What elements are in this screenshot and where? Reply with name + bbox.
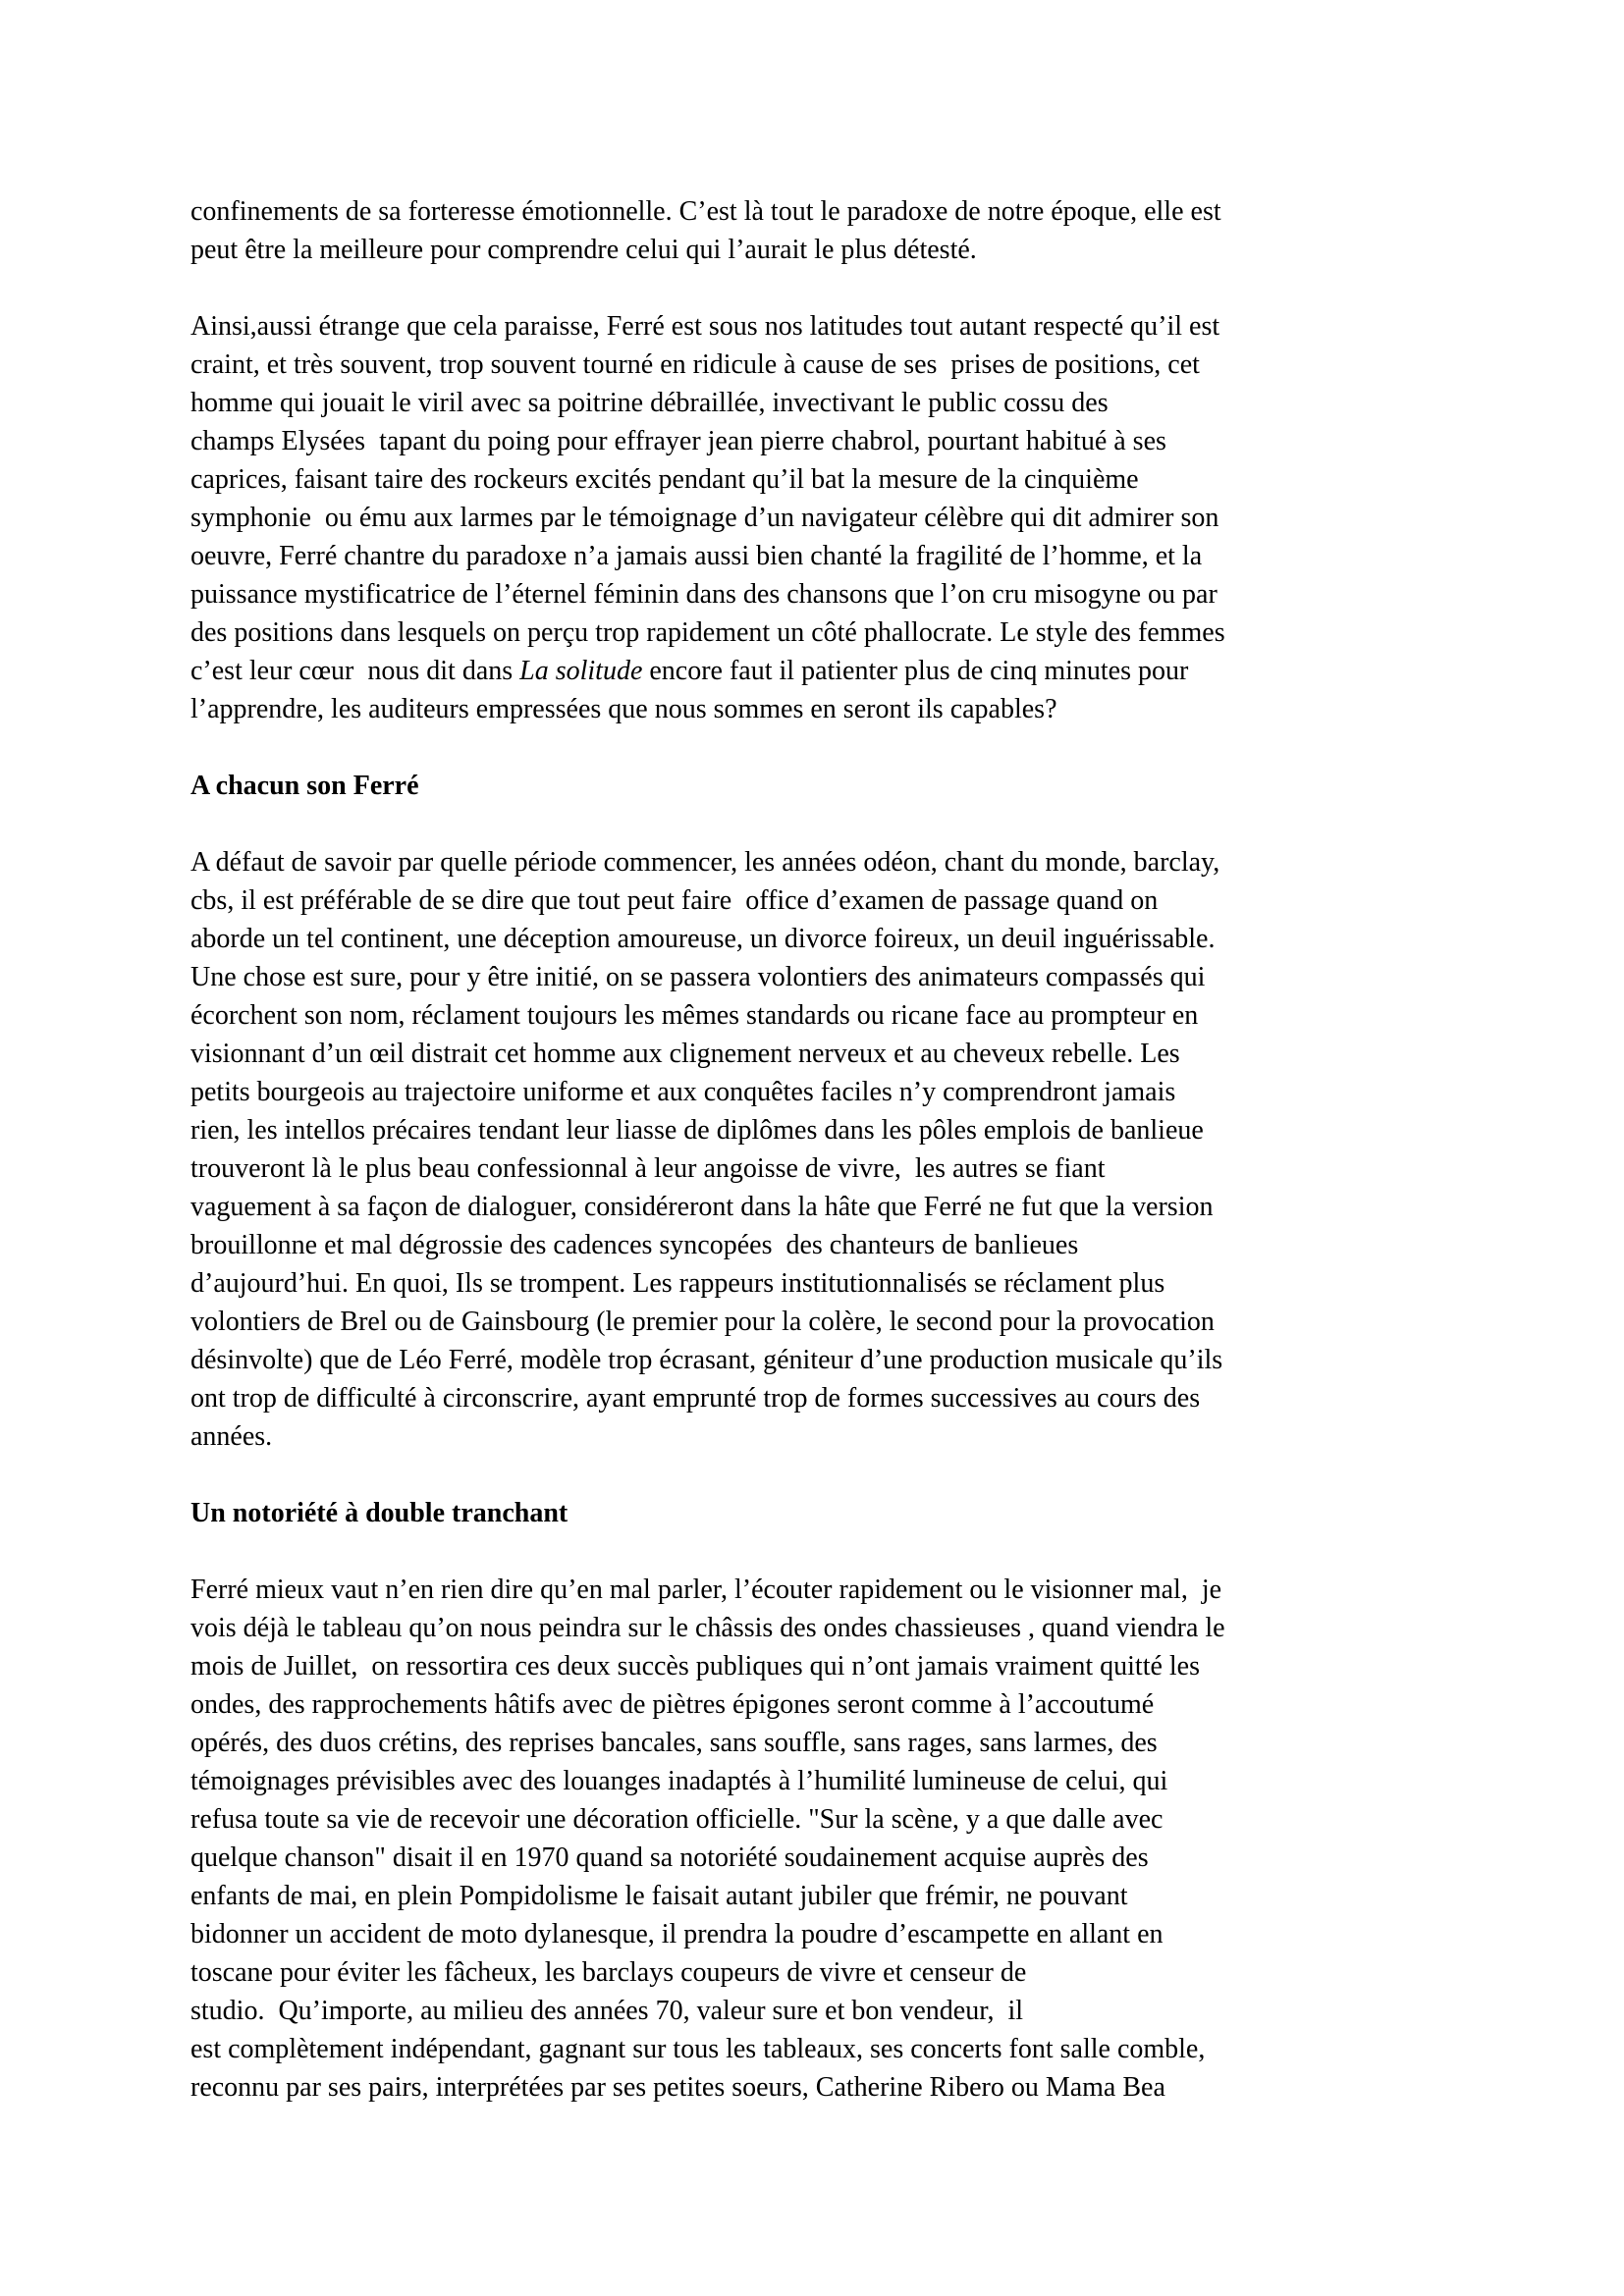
text-line: cbs, il est préférable de se dire que tout peut faire office d’examen de passage quand on: [190, 885, 1159, 916]
text-line: craint, et très souvent, trop souvent tourné en ridicule à cause de ses prises de positions, cet: [190, 349, 1200, 380]
paragraph-initiation: [190, 843, 1467, 1456]
text-line: A défaut de savoir par quelle période commencer, les années odéon, chant du monde, barclay,: [190, 847, 1220, 878]
text-line: c’est leur cœur nous dit dans La solitude encore faut il patienter plus de cinq minutes pour: [190, 656, 1189, 686]
text-line: des positions dans lesquels on perçu trop rapidement un côté phallocrate. Le style des femmes: [190, 617, 1225, 648]
text-line: brouillonne et mal dégrossie des cadences syncopées des chanteurs de banlieues: [190, 1230, 1079, 1260]
intro-paragraph: [190, 192, 1467, 269]
text-line: l’apprendre, les auditeurs empressées que nous sommes en seront ils capables?: [190, 694, 1057, 724]
text-line: années.: [190, 1421, 273, 1452]
text-line: oeuvre, Ferré chantre du paradoxe n’a jamais aussi bien chanté la fragilité de l’homme, et la: [190, 541, 1203, 571]
text-line: mois de Juillet, on ressortira ces deux succès publiques qui n’ont jamais vraiment quitté les: [190, 1651, 1201, 1682]
text-line: confinements de sa forteresse émotionnelle. C’est là tout le paradoxe de notre époque, elle est: [190, 196, 1221, 227]
text-line: ont trop de difficulté à circonscrire, ayant emprunté trop de formes successives au cours des: [190, 1383, 1201, 1414]
text-line: reconnu par ses pairs, interprétées par ses petites soeurs, Catherine Ribero ou Mama Bea: [190, 2072, 1165, 2103]
text-line: Ferré mieux vaut n’en rien dire qu’en mal parler, l’écouter rapidement ou le visionner mal, je: [190, 1575, 1222, 1605]
text-line: champs Elysées tapant du poing pour effrayer jean pierre chabrol, pourtant habitué à ses: [190, 426, 1166, 456]
text-line: refusa toute sa vie de recevoir une décoration officielle. "Sur la scène, y a que dalle avec: [190, 1804, 1164, 1835]
text-line: puissance mystificatrice de l’éternel féminin dans des chansons que l’on cru misogyne ou par: [190, 579, 1218, 610]
text-line: Ainsi,aussi étrange que cela paraisse, Ferré est sous nos latitudes tout autant respecté qu’il est: [190, 311, 1220, 342]
heading-a-chacun-son-ferre: [190, 767, 1467, 805]
text-line: visionnant d’un œil distrait cet homme aux clignement nerveux et au cheveux rebelle. Les: [190, 1039, 1180, 1069]
text-line: vaguement à sa façon de dialoguer, considéreront dans la hâte que Ferré ne fut que la version: [190, 1192, 1214, 1222]
text-line: peut être la meilleure pour comprendre celui qui l’aurait le plus détesté.: [190, 235, 977, 265]
text-line: petits bourgeois au trajectoire uniforme et aux conquêtes faciles n’y comprendront jamais: [190, 1077, 1176, 1107]
text-line: désinvolte) que de Léo Ferré, modèle trop écrasant, géniteur d’une production musicale qu’ils: [190, 1345, 1223, 1375]
italic-work-title: La solitude: [519, 656, 643, 686]
text-line: rien, les intellos précaires tendant leur liasse de diplômes dans les pôles emplois de banlieue: [190, 1115, 1204, 1146]
text-line: volontiers de Brel ou de Gainsbourg (le premier pour la colère, le second pour la provocation: [190, 1307, 1215, 1337]
text-line: bidonner un accident de moto dylanesque, il prendra la poudre d’escampette en allant en: [190, 1919, 1164, 1949]
text-line: d’aujourd’hui. En quoi, Ils se trompent. Les rappeurs institutionnalisés se réclament plus: [190, 1268, 1165, 1299]
text-line: est complètement indépendant, gagnant sur tous les tableaux, ses concerts font salle comble,: [190, 2034, 1206, 2064]
text-line: vois déjà le tableau qu’on nous peindra sur le châssis des ondes chassieuses , quand viendra le: [190, 1613, 1225, 1643]
text-line: caprices, faisant taire des rockeurs excités pendant qu’il bat la mesure de la cinquième: [190, 464, 1139, 495]
paragraph-notoriete: [190, 1571, 1467, 2107]
text-line: ondes, des rapprochements hâtifs avec de piètres épigones seront comme à l’accoutumé: [190, 1689, 1155, 1720]
text-line: témoignages prévisibles avec des louanges inadaptés à l’humilité lumineuse de celui, qui: [190, 1766, 1168, 1796]
text-line: studio. Qu’importe, au milieu des années 70, valeur sure et bon vendeur, il: [190, 1996, 1023, 2026]
text-line: symphonie ou ému aux larmes par le témoignage d’un navigateur célèbre qui dit admirer son: [190, 503, 1219, 533]
text-line: trouveront là le plus beau confessionnal à leur angoisse de vivre, les autres se fiant: [190, 1153, 1106, 1184]
text-line: Un notoriété à double tranchant: [190, 1498, 568, 1528]
text-line: homme qui jouait le viril avec sa poitrine débraillée, invectivant le public cossu des: [190, 388, 1109, 418]
text-line: quelque chanson" disait il en 1970 quand sa notoriété soudainement acquise auprès des: [190, 1842, 1149, 1873]
text-line: toscane pour éviter les fâcheux, les barclays coupeurs de vivre et censeur de: [190, 1957, 1027, 1988]
heading-notoriete-double-tranchant: [190, 1494, 1467, 1532]
text-line: opérés, des duos crétins, des reprises bancales, sans souffle, sans rages, sans larmes, des: [190, 1728, 1158, 1758]
text-line: Une chose est sure, pour y être initié, on se passera volontiers des animateurs compassés qui: [190, 962, 1206, 992]
paragraph-portrait: [190, 307, 1467, 728]
text-line: écorchent son nom, réclament toujours les mêmes standards ou ricane face au prompteur en: [190, 1000, 1199, 1031]
text-line: aborde un tel continent, une déception amoureuse, un divorce foireux, un deuil inguérissable.: [190, 924, 1216, 954]
text-line: enfants de mai, en plein Pompidolisme le faisait autant jubiler que frémir, ne pouvant: [190, 1881, 1128, 1911]
text-line: A chacun son Ferré: [190, 771, 419, 801]
